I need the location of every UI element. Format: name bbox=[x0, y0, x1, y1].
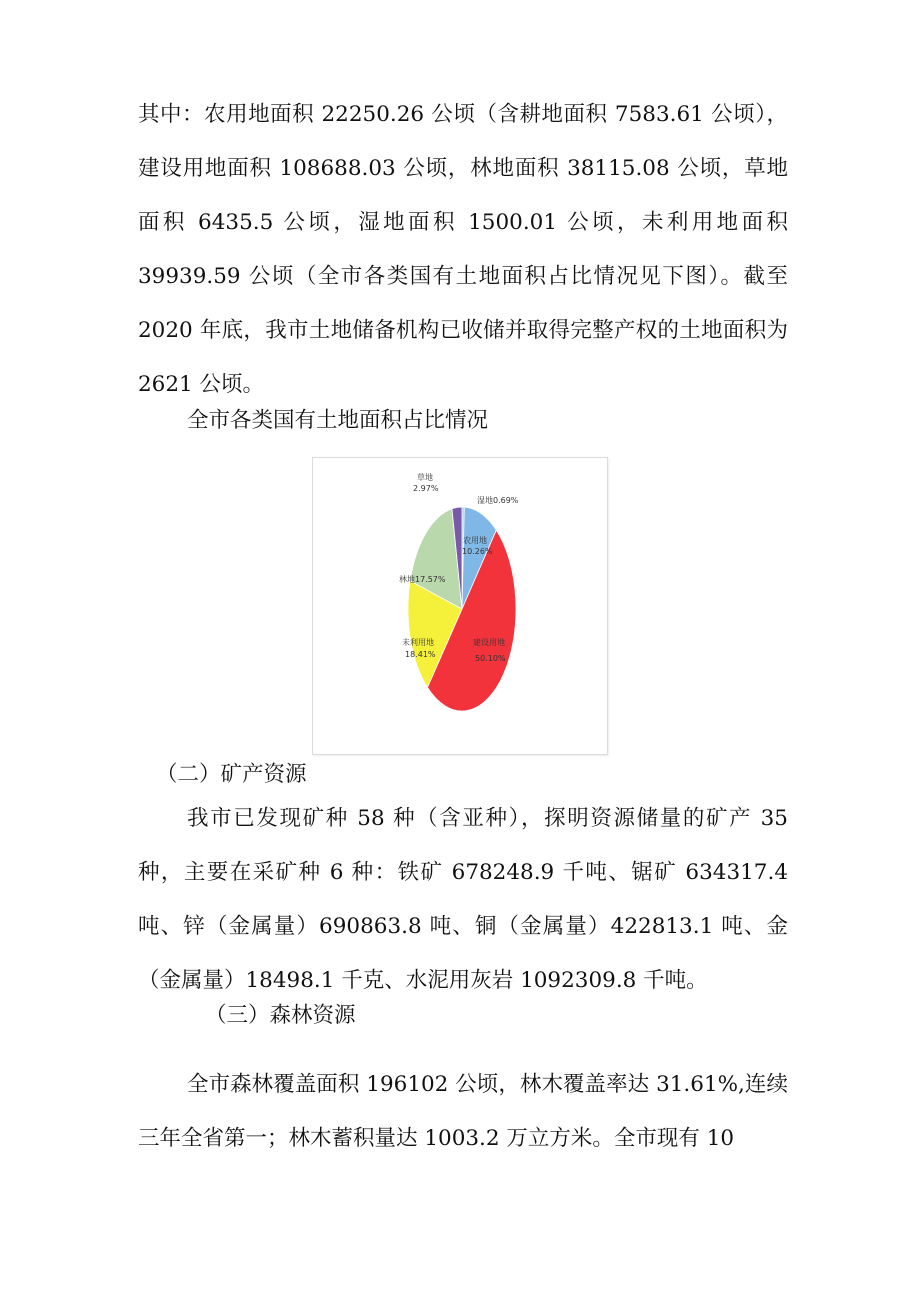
label-forest: 林地17.57% bbox=[399, 575, 446, 584]
label-wetland: 湿地0.69% bbox=[477, 496, 519, 505]
paragraph-land-area: 其中：农用地面积 22250.26 公顷（含耕地面积 7583.61 公顷），建设用地面积 108688.03 公顷，林地面积 38115.08 公顷，草地面积 6435.5 公顷，湿地面积 1500.01 公顷，未利用地面积 39939.59 公顷（全市各类国有土地面积占比情况见下图）。截至 2020 年底，我市土地储备机构已收储并取得完整产权的土地面积为 2621 公顷。 bbox=[138, 102, 788, 397]
label-grassland-value: 2.97% bbox=[413, 484, 439, 493]
label-grassland-name: 草地 bbox=[417, 473, 433, 482]
pie-svg bbox=[313, 458, 607, 754]
land-share-pie-chart bbox=[312, 457, 608, 755]
label-unused-name: 未利用地 bbox=[402, 638, 434, 647]
label-unused-value: 18.41% bbox=[405, 650, 436, 659]
label-construction-name: 建设用地 bbox=[473, 638, 505, 647]
chart-caption: 全市各类国有土地面积占比情况 bbox=[187, 408, 489, 433]
heading-minerals: （二）矿产资源 bbox=[156, 762, 307, 787]
label-farmland-name: 农用地 bbox=[463, 536, 487, 545]
label-farmland-value: 10.26% bbox=[462, 547, 493, 556]
heading-forests: （三）森林资源 bbox=[205, 1003, 356, 1028]
paragraph-forests: 全市森林覆盖面积 196102 公顷，林木覆盖率达 31.61%,连续三年全省第一；林木蓄积量达 1003.2 万立方米。全市现有 10 bbox=[138, 1072, 788, 1151]
paragraph-minerals: 我市已发现矿种 58 种（含亚种），探明资源储量的矿产 35 种，主要在采矿种 6 种：铁矿 678248.9 千吨、锯矿 634317.4 吨、锌（金属量）690863.8 吨、铜（金属量）422813.1 吨、金（金属量）18498.1 千克、水泥用灰岩 1092309.8 千吨。 bbox=[138, 806, 788, 993]
label-construction-value: 50.10% bbox=[475, 654, 506, 663]
